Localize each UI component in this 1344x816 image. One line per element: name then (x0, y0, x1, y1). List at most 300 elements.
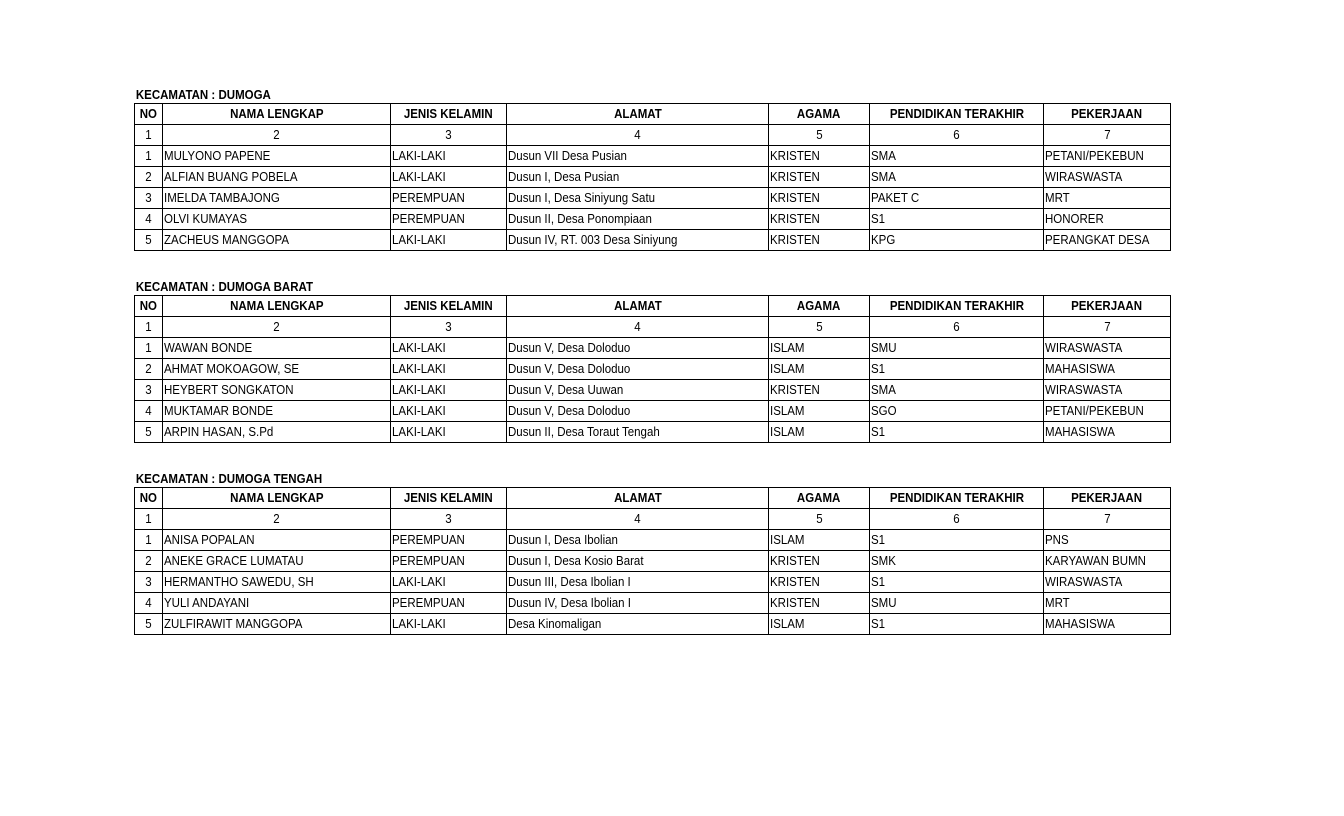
cell-pekerjaan (1044, 359, 1171, 380)
cell-value: MUKTAMAR BONDE (164, 404, 274, 418)
cell-value: KRISTEN (770, 554, 820, 568)
column-header-jenis-kelamin (391, 296, 507, 317)
cell-alamat (507, 188, 769, 209)
column-header-nama-lengkap (163, 104, 391, 125)
column-header-label: ALAMAT (613, 107, 662, 121)
column-header-label: JENIS KELAMIN (404, 491, 493, 505)
column-header-label: AGAMA (797, 299, 841, 313)
cell-no (135, 530, 163, 551)
cell-pendidikan-terakhir (870, 146, 1044, 167)
cell-value: 1 (145, 149, 152, 163)
cell-value: HERMANTHO SAWEDU, SH (164, 575, 314, 589)
column-number-cell (507, 509, 769, 530)
cell-jenis-kelamin (391, 614, 507, 635)
data-table (134, 103, 1171, 251)
cell-alamat (507, 551, 769, 572)
cell-jenis-kelamin (391, 230, 507, 251)
cell-value: Dusun IV, RT. 003 Desa Siniyung (508, 233, 678, 247)
cell-jenis-kelamin (391, 422, 507, 443)
cell-no (135, 572, 163, 593)
column-header-jenis-kelamin (391, 488, 507, 509)
cell-alamat (507, 338, 769, 359)
cell-value: PAKET C (871, 191, 920, 205)
column-header-alamat (507, 296, 769, 317)
cell-agama (769, 614, 870, 635)
column-header-agama (769, 296, 870, 317)
column-header-label: PEKERJAAN (1071, 299, 1143, 313)
column-number: 3 (445, 512, 452, 526)
column-header-label: PENDIDIKAN TERAKHIR (889, 299, 1024, 313)
column-number: 7 (1103, 320, 1111, 334)
cell-value: KRISTEN (770, 596, 820, 610)
column-header-label: JENIS KELAMIN (404, 107, 493, 121)
cell-value: ZULFIRAWIT MANGGOPA (164, 617, 303, 631)
column-header-pekerjaan (1044, 104, 1171, 125)
column-number-cell (163, 317, 391, 338)
column-number: 2 (273, 128, 280, 142)
cell-value: PETANI/PEKEBUN (1045, 149, 1144, 163)
column-header-alamat (507, 488, 769, 509)
cell-agama (769, 146, 870, 167)
column-header-pekerjaan (1044, 488, 1171, 509)
column-number: 7 (1103, 128, 1111, 142)
cell-value: WIRASWASTA (1045, 341, 1123, 355)
cell-alamat (507, 572, 769, 593)
cell-value: LAKI-LAKI (392, 617, 446, 631)
cell-value: Dusun IV, Desa Ibolian I (508, 596, 631, 610)
cell-jenis-kelamin (391, 593, 507, 614)
cell-value: LAKI-LAKI (392, 149, 446, 163)
cell-pendidikan-terakhir (870, 551, 1044, 572)
table-row (135, 551, 1171, 572)
cell-nama-lengkap (163, 188, 391, 209)
cell-agama (769, 188, 870, 209)
column-header-no (135, 296, 163, 317)
cell-nama-lengkap (163, 338, 391, 359)
cell-value: PEREMPUAN (392, 554, 465, 568)
table-header-row (135, 104, 1171, 125)
cell-value: PERANGKAT DESA (1045, 233, 1150, 247)
cell-pekerjaan (1044, 380, 1171, 401)
column-number: 2 (273, 320, 280, 334)
cell-alamat (507, 230, 769, 251)
cell-value: ANEKE GRACE LUMATAU (164, 554, 304, 568)
column-number: 5 (815, 128, 823, 142)
cell-value: 5 (145, 233, 152, 247)
column-header-label: NAMA LENGKAP (229, 299, 324, 313)
cell-nama-lengkap (163, 146, 391, 167)
cell-value: SMA (871, 383, 896, 397)
cell-value: MAHASISWA (1045, 362, 1115, 376)
cell-value: SMA (871, 149, 896, 163)
table-row (135, 230, 1171, 251)
cell-pendidikan-terakhir (870, 188, 1044, 209)
cell-alamat (507, 380, 769, 401)
cell-value: S1 (871, 362, 886, 376)
column-number-cell (1044, 509, 1171, 530)
section-title: KECAMATAN : DUMOGA TENGAH (135, 472, 323, 486)
cell-alamat (507, 422, 769, 443)
cell-value: 1 (145, 533, 152, 547)
cell-value: 2 (145, 362, 152, 376)
cell-value: KRISTEN (770, 191, 820, 205)
kecamatan-section (134, 87, 1170, 251)
cell-value: KRISTEN (770, 233, 820, 247)
column-header-label: ALAMAT (613, 299, 662, 313)
cell-nama-lengkap (163, 530, 391, 551)
cell-agama (769, 380, 870, 401)
cell-value: S1 (871, 617, 886, 631)
table-row (135, 338, 1171, 359)
cell-pekerjaan (1044, 593, 1171, 614)
cell-alamat (507, 167, 769, 188)
cell-value: PEREMPUAN (392, 191, 465, 205)
column-number-cell (391, 125, 507, 146)
section-title: KECAMATAN : DUMOGA (135, 88, 271, 102)
cell-value: Dusun V, Desa Doloduo (508, 341, 631, 355)
cell-agama (769, 530, 870, 551)
column-number-cell (1044, 125, 1171, 146)
cell-value: Dusun III, Desa Ibolian I (508, 575, 631, 589)
cell-nama-lengkap (163, 422, 391, 443)
cell-value: KRISTEN (770, 575, 820, 589)
cell-nama-lengkap (163, 572, 391, 593)
cell-value: 5 (145, 425, 152, 439)
cell-pendidikan-terakhir (870, 593, 1044, 614)
cell-pekerjaan (1044, 530, 1171, 551)
cell-nama-lengkap (163, 167, 391, 188)
cell-alamat (507, 401, 769, 422)
column-header-nama-lengkap (163, 296, 391, 317)
cell-alamat (507, 593, 769, 614)
cell-value: SMK (871, 554, 896, 568)
cell-jenis-kelamin (391, 530, 507, 551)
column-number-cell (507, 125, 769, 146)
cell-value: SMU (871, 596, 897, 610)
column-number: 6 (953, 320, 960, 334)
cell-pendidikan-terakhir (870, 572, 1044, 593)
kecamatan-section (134, 471, 1170, 635)
cell-pekerjaan (1044, 572, 1171, 593)
cell-pendidikan-terakhir (870, 230, 1044, 251)
cell-value: LAKI-LAKI (392, 575, 446, 589)
cell-nama-lengkap (163, 230, 391, 251)
cell-pekerjaan (1044, 401, 1171, 422)
column-number: 5 (815, 320, 823, 334)
cell-value: KRISTEN (770, 170, 820, 184)
cell-value: 1 (145, 341, 152, 355)
cell-jenis-kelamin (391, 188, 507, 209)
column-header-pekerjaan (1044, 296, 1171, 317)
cell-jenis-kelamin (391, 380, 507, 401)
cell-value: SMA (871, 170, 896, 184)
column-number-cell (769, 317, 870, 338)
cell-pendidikan-terakhir (870, 530, 1044, 551)
column-header-label: AGAMA (797, 491, 841, 505)
column-header-label: NAMA LENGKAP (229, 107, 324, 121)
column-number: 6 (953, 128, 960, 142)
cell-value: WAWAN BONDE (164, 341, 253, 355)
table-row (135, 146, 1171, 167)
column-header-pendidikan-terakhir (870, 296, 1044, 317)
column-header-pendidikan-terakhir (870, 104, 1044, 125)
cell-jenis-kelamin (391, 401, 507, 422)
cell-no (135, 146, 163, 167)
cell-value: 4 (145, 212, 152, 226)
cell-value: MRT (1045, 596, 1070, 610)
cell-value: Desa Kinomaligan (508, 617, 602, 631)
cell-value: Dusun V, Desa Doloduo (508, 404, 631, 418)
column-header-nama-lengkap (163, 488, 391, 509)
table-header-row (135, 488, 1171, 509)
cell-agama (769, 551, 870, 572)
cell-value: 4 (145, 404, 152, 418)
cell-pendidikan-terakhir (870, 401, 1044, 422)
cell-nama-lengkap (163, 359, 391, 380)
cell-agama (769, 422, 870, 443)
cell-value: IMELDA TAMBAJONG (164, 191, 280, 205)
column-header-no (135, 488, 163, 509)
column-number-cell (769, 509, 870, 530)
column-header-agama (769, 488, 870, 509)
cell-no (135, 209, 163, 230)
column-number-cell (769, 125, 870, 146)
cell-value: LAKI-LAKI (392, 362, 446, 376)
cell-value: WIRASWASTA (1045, 575, 1123, 589)
cell-agama (769, 593, 870, 614)
cell-value: Dusun II, Desa Ponompiaan (508, 212, 652, 226)
cell-value: Dusun I, Desa Pusian (508, 170, 620, 184)
cell-pendidikan-terakhir (870, 422, 1044, 443)
section-title: KECAMATAN : DUMOGA BARAT (135, 280, 314, 294)
table-row (135, 359, 1171, 380)
table-row (135, 167, 1171, 188)
cell-nama-lengkap (163, 401, 391, 422)
cell-agama (769, 359, 870, 380)
cell-agama (769, 209, 870, 230)
cell-no (135, 380, 163, 401)
column-number-cell (391, 317, 507, 338)
cell-value: LAKI-LAKI (392, 341, 446, 355)
cell-no (135, 230, 163, 251)
cell-value: ARPIN HASAN, S.Pd (164, 425, 274, 439)
cell-value: ISLAM (770, 617, 805, 631)
cell-alamat (507, 209, 769, 230)
cell-alamat (507, 614, 769, 635)
cell-value: Dusun V, Desa Doloduo (508, 362, 631, 376)
cell-value: 4 (145, 596, 152, 610)
column-header-no (135, 104, 163, 125)
cell-value: LAKI-LAKI (392, 404, 446, 418)
column-number: 4 (634, 128, 641, 142)
table-row (135, 530, 1171, 551)
cell-value: PETANI/PEKEBUN (1045, 404, 1144, 418)
cell-no (135, 593, 163, 614)
column-header-label: NO (139, 107, 158, 121)
table-row (135, 380, 1171, 401)
column-number-cell (870, 125, 1044, 146)
cell-value: WIRASWASTA (1045, 170, 1123, 184)
cell-value: 5 (145, 617, 152, 631)
column-number: 3 (445, 320, 452, 334)
column-number-cell (870, 509, 1044, 530)
column-number: 4 (634, 512, 641, 526)
column-number: 1 (145, 512, 152, 526)
cell-value: 3 (145, 191, 152, 205)
cell-value: ISLAM (770, 533, 805, 547)
cell-value: Dusun I, Desa Ibolian (508, 533, 618, 547)
cell-nama-lengkap (163, 209, 391, 230)
cell-value: S1 (871, 533, 886, 547)
cell-alamat (507, 359, 769, 380)
cell-pendidikan-terakhir (870, 359, 1044, 380)
cell-no (135, 551, 163, 572)
cell-no (135, 188, 163, 209)
cell-value: ISLAM (770, 341, 805, 355)
column-header-label: ALAMAT (613, 491, 662, 505)
cell-agama (769, 401, 870, 422)
cell-value: AHMAT MOKOAGOW, SE (164, 362, 300, 376)
cell-jenis-kelamin (391, 338, 507, 359)
cell-value: HEYBERT SONGKATON (164, 383, 294, 397)
cell-pendidikan-terakhir (870, 167, 1044, 188)
cell-jenis-kelamin (391, 572, 507, 593)
cell-value: SGO (871, 404, 897, 418)
cell-value: MRT (1045, 191, 1070, 205)
column-number: 1 (145, 320, 152, 334)
cell-alamat (507, 530, 769, 551)
cell-pendidikan-terakhir (870, 338, 1044, 359)
cell-value: 2 (145, 554, 152, 568)
cell-value: ZACHEUS MANGGOPA (164, 233, 290, 247)
cell-value: ALFIAN BUANG POBELA (164, 170, 298, 184)
cell-no (135, 338, 163, 359)
cell-value: LAKI-LAKI (392, 170, 446, 184)
column-number: 4 (634, 320, 641, 334)
cell-value: SMU (871, 341, 897, 355)
cell-pekerjaan (1044, 230, 1171, 251)
column-header-label: AGAMA (797, 107, 841, 121)
column-number-row (135, 509, 1171, 530)
table-row (135, 401, 1171, 422)
column-header-label: JENIS KELAMIN (404, 299, 493, 313)
column-number-cell (1044, 317, 1171, 338)
cell-value: PNS (1045, 533, 1069, 547)
cell-jenis-kelamin (391, 146, 507, 167)
cell-value: KARYAWAN BUMN (1045, 554, 1146, 568)
cell-alamat (507, 146, 769, 167)
cell-no (135, 401, 163, 422)
cell-nama-lengkap (163, 551, 391, 572)
cell-value: LAKI-LAKI (392, 425, 446, 439)
column-number-cell (507, 317, 769, 338)
cell-value: ISLAM (770, 404, 805, 418)
cell-value: MAHASISWA (1045, 617, 1115, 631)
column-header-label: PEKERJAAN (1071, 491, 1143, 505)
cell-nama-lengkap (163, 614, 391, 635)
column-number-cell (163, 125, 391, 146)
column-number-cell (391, 509, 507, 530)
table-row (135, 209, 1171, 230)
cell-pendidikan-terakhir (870, 380, 1044, 401)
cell-value: MAHASISWA (1045, 425, 1115, 439)
column-header-alamat (507, 104, 769, 125)
cell-value: WIRASWASTA (1045, 383, 1123, 397)
cell-nama-lengkap (163, 380, 391, 401)
table-header-row (135, 296, 1171, 317)
column-header-label: NO (139, 299, 158, 313)
cell-value: PEREMPUAN (392, 596, 465, 610)
cell-value: Dusun VII Desa Pusian (508, 149, 627, 163)
column-header-label: PENDIDIKAN TERAKHIR (889, 491, 1024, 505)
cell-nama-lengkap (163, 593, 391, 614)
cell-jenis-kelamin (391, 359, 507, 380)
table-row (135, 593, 1171, 614)
cell-value: 3 (145, 575, 152, 589)
cell-pendidikan-terakhir (870, 614, 1044, 635)
cell-value: ISLAM (770, 425, 805, 439)
cell-pekerjaan (1044, 422, 1171, 443)
cell-no (135, 359, 163, 380)
kecamatan-section (134, 279, 1170, 443)
cell-value: 3 (145, 383, 152, 397)
cell-jenis-kelamin (391, 551, 507, 572)
cell-value: PEREMPUAN (392, 212, 465, 226)
cell-pekerjaan (1044, 338, 1171, 359)
table-row (135, 614, 1171, 635)
cell-no (135, 614, 163, 635)
cell-value: OLVI KUMAYAS (164, 212, 248, 226)
cell-value: S1 (871, 212, 886, 226)
data-table (134, 295, 1171, 443)
cell-pendidikan-terakhir (870, 209, 1044, 230)
column-number: 5 (815, 512, 823, 526)
cell-pekerjaan (1044, 614, 1171, 635)
column-number-cell (135, 317, 163, 338)
table-row (135, 422, 1171, 443)
table-row (135, 188, 1171, 209)
cell-value: PEREMPUAN (392, 533, 465, 547)
cell-agama (769, 167, 870, 188)
cell-pekerjaan (1044, 167, 1171, 188)
cell-pekerjaan (1044, 209, 1171, 230)
column-header-agama (769, 104, 870, 125)
column-number-cell (135, 509, 163, 530)
column-number: 3 (445, 128, 452, 142)
column-number-row (135, 317, 1171, 338)
cell-jenis-kelamin (391, 167, 507, 188)
cell-value: S1 (871, 425, 886, 439)
column-header-label: PEKERJAAN (1071, 107, 1143, 121)
cell-value: Dusun I, Desa Kosio Barat (508, 554, 644, 568)
cell-value: KRISTEN (770, 149, 820, 163)
cell-pekerjaan (1044, 146, 1171, 167)
column-header-label: PENDIDIKAN TERAKHIR (889, 107, 1024, 121)
cell-agama (769, 572, 870, 593)
column-header-jenis-kelamin (391, 104, 507, 125)
cell-value: KRISTEN (770, 383, 820, 397)
cell-value: 2 (145, 170, 152, 184)
cell-value: S1 (871, 575, 886, 589)
cell-value: Dusun II, Desa Toraut Tengah (508, 425, 660, 439)
cell-pekerjaan (1044, 188, 1171, 209)
cell-value: LAKI-LAKI (392, 233, 446, 247)
cell-value: ISLAM (770, 362, 805, 376)
column-number-cell (163, 509, 391, 530)
cell-value: LAKI-LAKI (392, 383, 446, 397)
column-number-cell (135, 125, 163, 146)
cell-value: YULI ANDAYANI (164, 596, 250, 610)
